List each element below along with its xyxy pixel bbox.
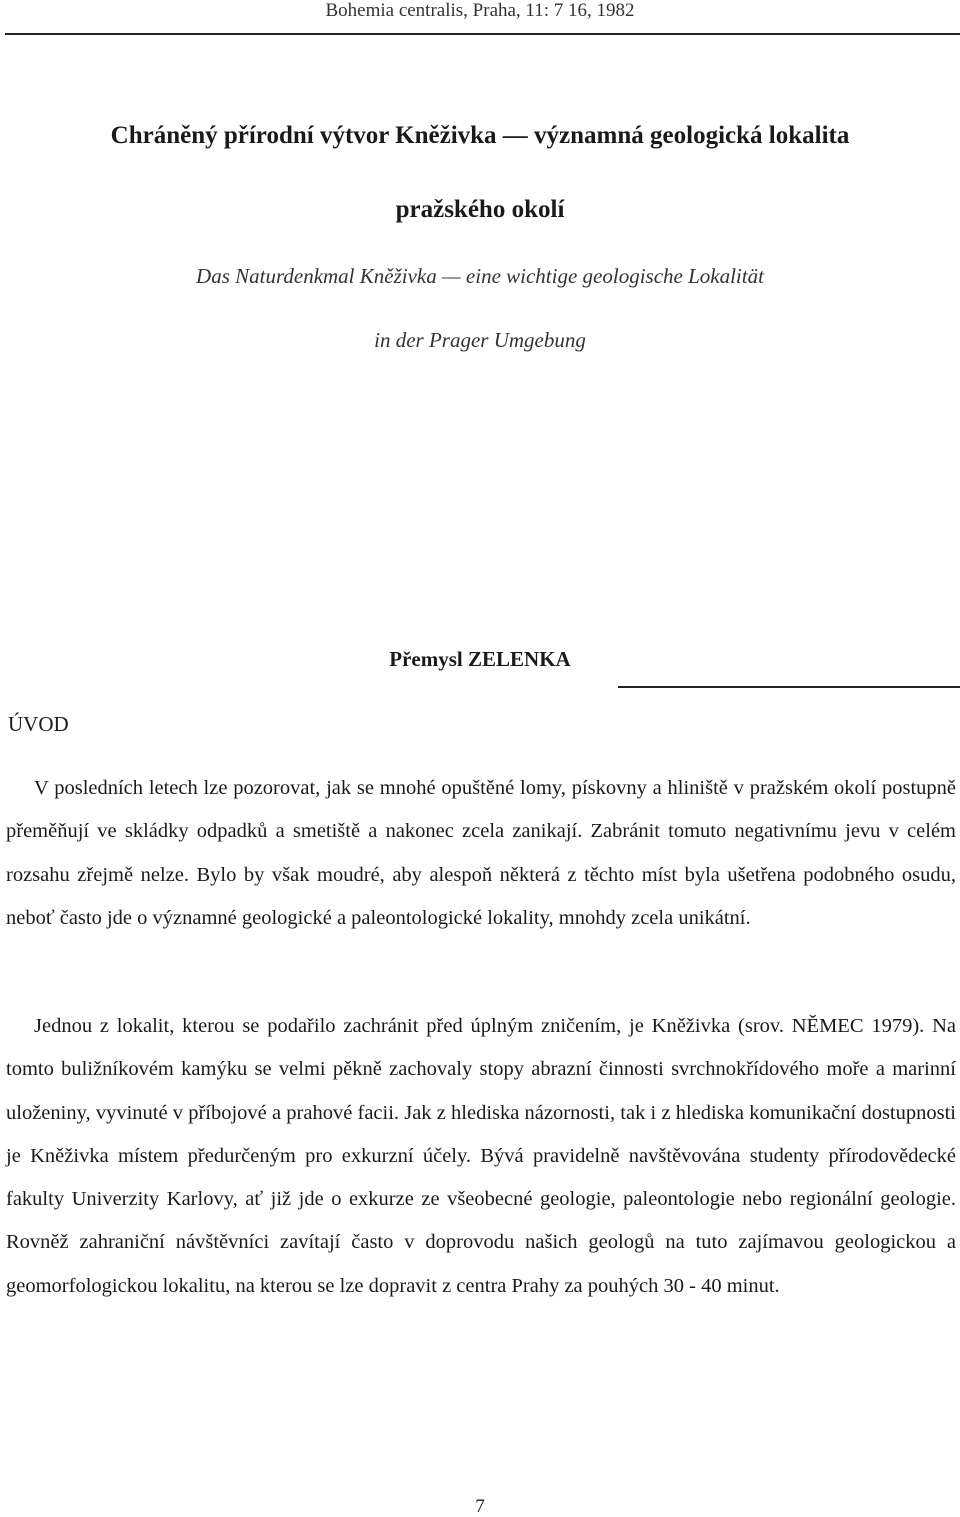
author-name: Přemysl ZELENKA xyxy=(389,647,571,671)
section-heading: ÚVOD xyxy=(8,712,69,736)
page-number: 7 xyxy=(475,1496,485,1517)
german-subtitle-line-1: Das Naturdenkmal Kněživka — eine wichtige geologische Lokalität xyxy=(196,264,764,288)
article-title-line-1: Chráněný přírodní výtvor Kněživka — významná geologická lokalita xyxy=(110,122,850,149)
body-paragraph-2: Jednou z lokalit, kterou se podařilo zachránit před úplným zničením, je Kněživka (srov. NĚMEC 1979). Na tomto buližníkovém kamýku se velmi pěkně zachovaly stopy abrazní činnosti svrchnokřídového moře a marinní uloženiny, vyvinuté v příbojové a prahové facii. Jak z hlediska názornosti, tak i z hlediska komunikační dostupnosti je Kněživka místem předurčeným pro exkurzní účely. Bývá pravidelně navštěvována studenty přírodovědecké fakulty Univerzity Karlovy, ať již jde o exkurze ze všeobecné geologie, paleontologie nebo regionální geologie. Rovněž zahraniční návštěvníci zavítají často v doprovodu našich geologů na tuto zajímavou geologickou a geomorfologickou lokalitu, na kterou se lze dopravit z centra Prahy za pouhých 30 - 40 minut. xyxy=(6,1015,956,1297)
header-rule xyxy=(5,33,960,35)
article-title-line-2: pražského okolí xyxy=(395,196,565,223)
body-paragraph-1: V posledních letech lze pozorovat, jak se mnohé opuštěné lomy, pískovny a hliniště v pražském okolí postupně přeměňují ve skládky odpadků a smetiště a nakonec zcela zanikají. Zabránit tomuto negativnímu jevu v celém rozsahu zřejmě nelze. Bylo by však moudré, aby alespoň některá z těchto míst byla ušetřena podobného osudu, neboť často jde o významné geologické a paleontologické lokality, mnohdy zcela unikátní. xyxy=(6,777,956,929)
german-subtitle-line-2: in der Prager Umgebung xyxy=(374,328,586,352)
running-header: Bohemia centralis, Praha, 11: 7 16, 1982 xyxy=(325,0,635,21)
author-rule xyxy=(618,686,960,688)
